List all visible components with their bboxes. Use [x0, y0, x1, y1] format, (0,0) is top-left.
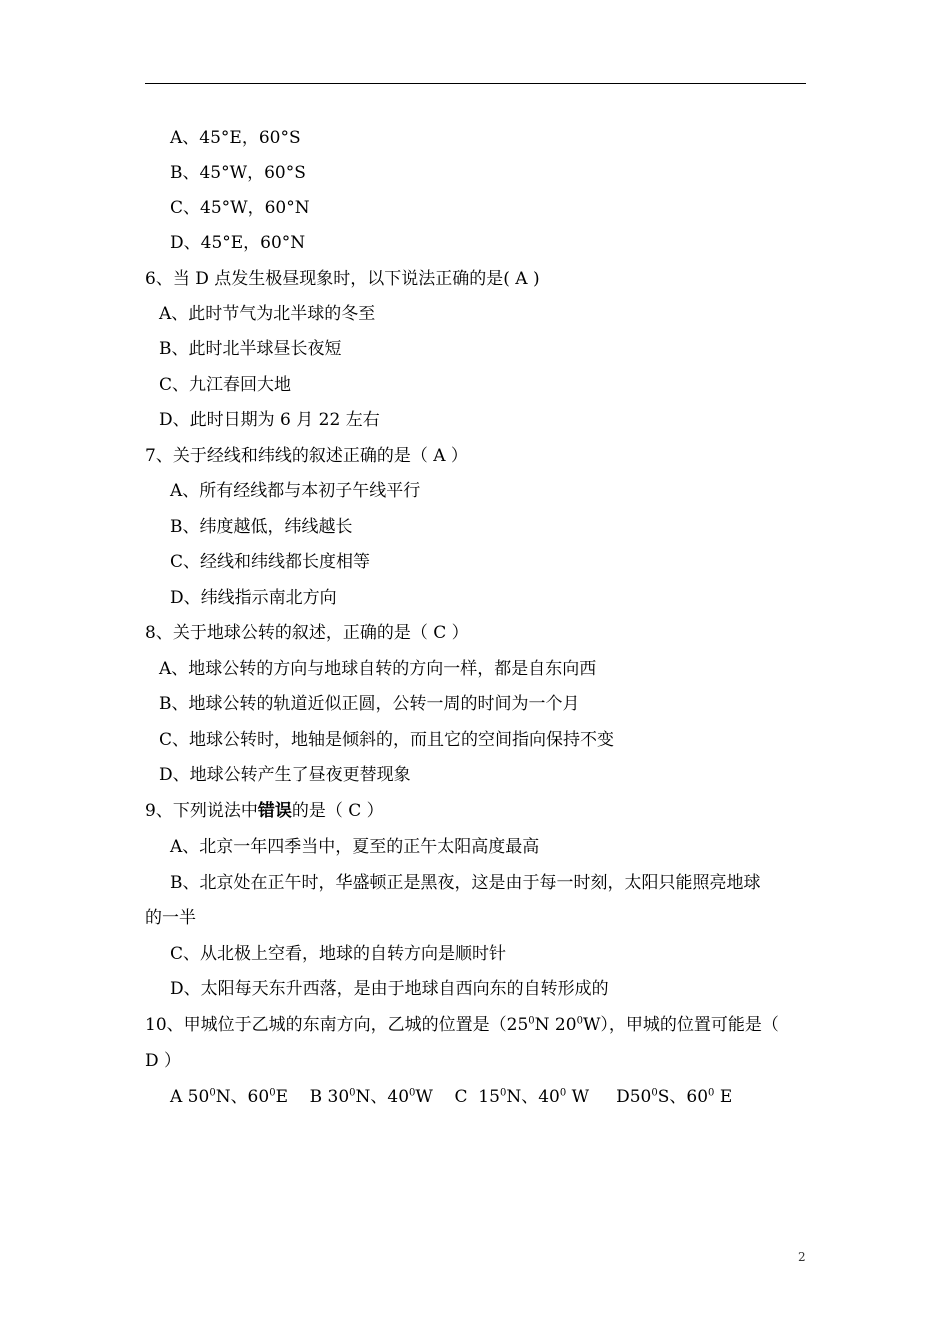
q9-option-b-line2: 的一半 — [145, 908, 196, 928]
q9-option-c: C、从北极上空看，地球的自转方向是顺时针 — [170, 944, 507, 964]
q10-option-text: E B 30 — [275, 1087, 350, 1107]
q7-option-b: B、纬度越低，纬线越长 — [170, 517, 353, 537]
q10-option-text: W D50 — [566, 1087, 652, 1107]
q6-option-c: C、九江春回大地 — [159, 375, 292, 395]
q10-stem-line1 — [145, 1014, 779, 1036]
q10-stem-text: N 20 — [534, 1015, 577, 1035]
q5-option-d: D、45°E，60°N — [170, 233, 306, 253]
q10-stem-text: 10、甲城位于乙城的东南方向，乙城的位置是（25 — [145, 1015, 529, 1035]
q5-option-a: A、45°E，60°S — [170, 128, 301, 148]
q6-option-b: B、此时北半球昼长夜短 — [159, 339, 342, 359]
q9-stem — [145, 800, 384, 822]
q6-stem: 6、当 D 点发生极昼现象时，以下说法正确的是( A ) — [145, 269, 540, 289]
degree-mark: 0 — [349, 1087, 356, 1099]
q7-option-c: C、经线和纬线都长度相等 — [170, 552, 371, 572]
q8-option-c: C、地球公转时，地轴是倾斜的，而且它的空间指向保持不变 — [159, 730, 615, 750]
q10-stem-line2: D ） — [145, 1051, 182, 1071]
q10-option-text: N、60 — [215, 1087, 270, 1107]
degree-mark: 0 — [651, 1087, 658, 1099]
degree-mark: 0 — [559, 1087, 567, 1099]
q8-option-b: B、地球公转的轨道近似正圆，公转一周的时间为一个月 — [159, 694, 580, 714]
degree-mark: 0 — [708, 1087, 715, 1099]
q9-option-b-line1: B、北京处在正午时，华盛顿正是黑夜，这是由于每一时刻，太阳只能照亮地球 — [170, 873, 761, 893]
degree-mark: 0 — [209, 1087, 216, 1099]
q6-option-a: A、此时节气为北半球的冬至 — [159, 304, 376, 324]
degree-mark: 0 — [269, 1087, 276, 1099]
q5-option-b: B、45°W，60°S — [170, 163, 306, 183]
q10-option-text: A 50 — [170, 1087, 210, 1107]
q5-option-c: C、45°W，60°N — [170, 198, 310, 218]
q10-option-text: W C 15 — [415, 1087, 500, 1107]
q10-option-text: N、40 — [506, 1087, 560, 1107]
q8-option-a: A、地球公转的方向与地球自转的方向一样，都是自东向西 — [159, 659, 597, 679]
q10-stem-text: W），甲城的位置可能是（ — [582, 1015, 779, 1035]
q10-option-text: E — [714, 1087, 733, 1107]
q6-option-d: D、此时日期为 6 月 22 左右 — [159, 410, 380, 430]
q9-stem-emphasis: 错误 — [257, 801, 292, 821]
q9-option-a: A、北京一年四季当中，夏至的正午太阳高度最高 — [170, 837, 540, 857]
q9-option-d: D、太阳每天东升西落，是由于地球自西向东的自转形成的 — [170, 979, 609, 999]
q8-option-d: D、地球公转产生了昼夜更替现象 — [159, 765, 411, 785]
degree-mark: 0 — [409, 1087, 416, 1099]
header-rule — [145, 83, 806, 84]
q9-stem-suffix: 的是（ C ） — [291, 801, 384, 821]
q10-option-text: S、60 — [657, 1087, 709, 1107]
q7-stem: 7、关于经线和纬线的叙述正确的是（ A ） — [145, 446, 468, 466]
q10-options — [170, 1086, 732, 1108]
q10-option-text: N、40 — [355, 1087, 410, 1107]
q8-stem: 8、关于地球公转的叙述，正确的是（ C ） — [145, 623, 469, 643]
q7-option-d: D、纬线指示南北方向 — [170, 588, 337, 608]
degree-mark: 0 — [528, 1015, 535, 1027]
q9-stem-prefix: 9、下列说法中 — [145, 801, 258, 821]
degree-mark: 0 — [576, 1015, 583, 1027]
q7-option-a: A、所有经线都与本初子午线平行 — [170, 481, 421, 501]
page-number: 2 — [798, 1250, 806, 1264]
degree-mark: 0 — [499, 1087, 507, 1099]
